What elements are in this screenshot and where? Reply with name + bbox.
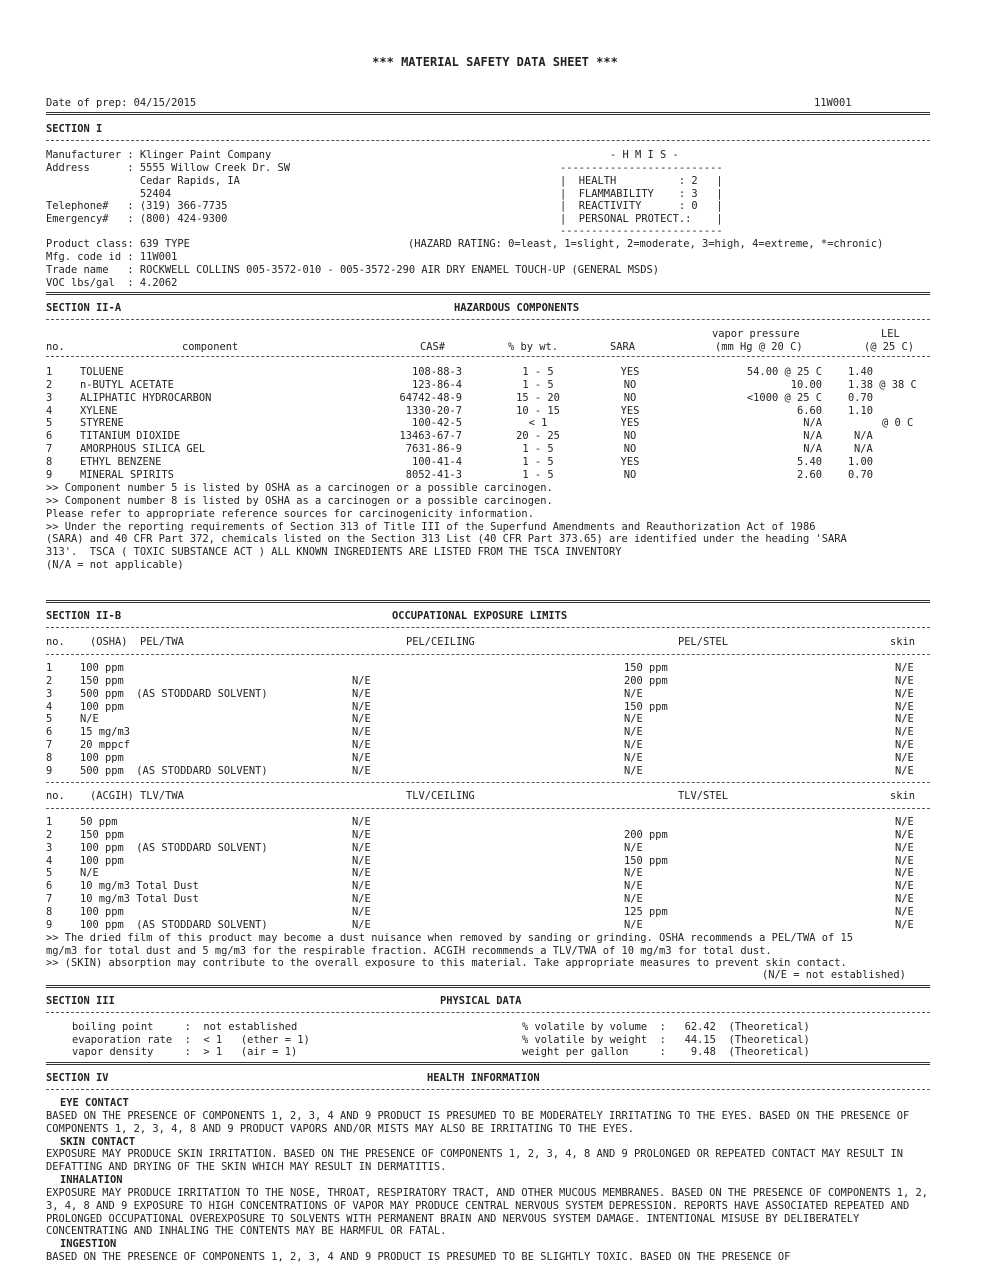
component-sara: NO (623, 443, 637, 456)
component-no: 9 (46, 468, 53, 481)
component-note: >> Component number 8 is listed by OSHA as a carcinogen or a possible carcinogen. (46, 494, 553, 507)
exposure-note: mg/m3 for total dust and 5 mg/m3 for the respirable fraction. ACGIH recommends a TLV/TWA of 10 mg/m3 for total dust. (46, 944, 772, 957)
component-vapor-pressure: 10.00 (790, 378, 822, 391)
limit-ceiling: N/E (352, 739, 371, 752)
component-sara: YES (620, 404, 640, 417)
component-vapor-pressure: 2.60 (796, 468, 822, 481)
limit-twa: 15 mg/m3 (80, 726, 131, 739)
osha-header-stel: PEL/STEL (678, 636, 729, 648)
limit-twa: 50 ppm (80, 816, 118, 828)
acgih-header-stel: TLV/STEL (678, 790, 729, 802)
component-cas: 108-88-3 (411, 366, 462, 378)
col-header-vapor-pressure: vapor pressure (712, 328, 800, 340)
limit-ceiling: N/E (352, 700, 371, 713)
limit-twa: 100 ppm (80, 854, 124, 867)
address-line-2: Cedar Rapids, IA (46, 175, 240, 187)
component-lel: 0.70 (848, 391, 874, 404)
component-pct: 20 - 25 (516, 430, 560, 443)
component-no: 5 (46, 417, 53, 430)
component-no: 4 (46, 404, 53, 417)
limit-twa: 100 ppm (80, 700, 124, 713)
physical-volatile-volume: % volatile by volume : 62.42 (Theoretical) (522, 1021, 810, 1033)
component-lel: 1.40 (848, 366, 874, 378)
limit-skin: N/E (895, 841, 914, 854)
limit-skin: N/E (895, 918, 914, 931)
component-pct: < 1 (528, 417, 548, 430)
rule-double (46, 600, 930, 603)
limit-no: 2 (46, 828, 53, 841)
limit-skin: N/E (895, 893, 914, 906)
rule-single (46, 782, 930, 783)
limit-stel: N/E (624, 726, 643, 739)
limit-ceiling: N/E (352, 893, 371, 906)
limit-stel: 150 ppm (624, 662, 668, 674)
component-note: (SARA) and 40 CFR Part 372, chemicals listed on the Section 313 List (40 CFR Part 373.65) are identified under the heading 'SARA (46, 533, 847, 546)
component-no: 6 (46, 430, 53, 443)
component-name: ALIPHATIC HYDROCARBON (80, 391, 212, 404)
rule-single (46, 1089, 930, 1090)
limit-twa: 100 ppm (AS STODDARD SOLVENT) (80, 841, 268, 854)
limit-ceiling: N/E (352, 816, 371, 828)
limit-no: 8 (46, 751, 53, 764)
limit-twa: 150 ppm (80, 674, 124, 687)
exposure-note: >> The dried film of this product may become a dust nuisance when removed by sanding or grinding. OSHA recommends a PEL/TWA of 15 (46, 932, 853, 944)
component-pct: 1 - 5 (522, 468, 554, 481)
section-4-heading: SECTION IV (46, 1072, 109, 1084)
limit-no: 2 (46, 674, 53, 687)
limit-skin: N/E (895, 764, 914, 777)
limit-twa: 100 ppm (80, 751, 124, 764)
limit-twa: 10 mg/m3 Total Dust (80, 880, 199, 893)
col-header-component: component (182, 341, 239, 353)
component-sara: YES (620, 455, 640, 468)
section-4-subheading: HEALTH INFORMATION (427, 1072, 540, 1084)
limit-skin: N/E (895, 828, 914, 841)
address-line-3: 52404 (46, 188, 172, 200)
hazard-rating-legend: (HAZARD RATING: 0=least, 1=slight, 2=moderate, 3=high, 4=extreme, *=chronic) (408, 238, 884, 250)
rule-single (46, 627, 930, 628)
component-name: MINERAL SPIRITS (80, 468, 174, 481)
ne-note: (N/E = not established) (762, 969, 906, 981)
limit-twa: 20 mppcf (80, 739, 131, 752)
hmis-rule: -------------------------- (560, 225, 723, 237)
rule-double (46, 112, 930, 115)
limit-skin: N/E (895, 816, 914, 828)
limit-ceiling: N/E (352, 905, 371, 918)
col-header-cas: CAS# (420, 341, 446, 353)
component-vapor-pressure: 6.60 (796, 404, 822, 417)
physical-weight-per-gallon: weight per gallon : 9.48 (Theoretical) (522, 1046, 810, 1058)
component-vapor-pressure: N/A (803, 430, 822, 443)
rule-single (46, 1012, 930, 1013)
limit-skin: N/E (895, 854, 914, 867)
address-line-1: Address : 5555 Willow Creek Dr. SW (46, 162, 290, 174)
component-note: Please refer to appropriate reference sources for carcinogenicity information. (46, 507, 534, 520)
component-vapor-pressure: <1000 @ 25 C (746, 391, 822, 404)
limit-twa: 100 ppm (80, 905, 124, 918)
physical-vapor-density: vapor density : > 1 (air = 1) (72, 1046, 298, 1058)
trade-name: Trade name : ROCKWELL COLLINS 005-3572-010 - 005-3572-290 AIR DRY ENAMEL TOUCH-UP (GENERAL MSDS) (46, 264, 660, 276)
limit-stel: 150 ppm (624, 700, 668, 713)
component-name: TITANIUM DIOXIDE (80, 430, 181, 443)
skin-contact-text: EXPOSURE MAY PRODUCE SKIN IRRITATION. BASED ON THE PRESENCE OF COMPONENTS 1, 2, 3, 4, 8 AND 9 PROLONGED OR REPEATED CONTACT MAY RESULT IN DEFATTING AND DRYING OF THE SKIN WHICH MAY RESULT IN DERMATITIS. (46, 1148, 904, 1173)
limit-ceiling: N/E (352, 918, 371, 931)
component-lel: 1.00 (848, 455, 874, 468)
section-3-heading: SECTION III (46, 995, 115, 1007)
rule-double (46, 985, 930, 988)
voc: VOC lbs/gal : 4.2062 (46, 277, 178, 289)
component-cas: 100-42-5 (411, 417, 462, 430)
rule-single (46, 654, 930, 655)
limit-stel: 200 ppm (624, 828, 668, 841)
limit-twa: N/E (80, 713, 99, 726)
limit-skin: N/E (895, 867, 914, 880)
osha-header-no: no. (46, 636, 65, 648)
section-1-heading: SECTION I (46, 123, 103, 135)
hmis-personal-protect: | PERSONAL PROTECT.: | (560, 213, 723, 225)
component-cas: 1330-20-7 (405, 404, 462, 417)
limit-skin: N/E (895, 674, 914, 687)
rule-double (46, 292, 930, 295)
physical-evaporation-rate: evaporation rate : < 1 (ether = 1) (72, 1034, 310, 1046)
acgih-header-ceiling: TLV/CEILING (406, 790, 475, 802)
component-pct: 1 - 5 (522, 366, 554, 378)
limit-twa: 100 ppm (AS STODDARD SOLVENT) (80, 918, 268, 931)
section-3-subheading: PHYSICAL DATA (440, 995, 522, 1007)
hmis-reactivity: | REACTIVITY : 0 | (560, 200, 723, 212)
component-lel: 1.38 @ 38 C (848, 378, 917, 391)
limit-twa: 500 ppm (AS STODDARD SOLVENT) (80, 687, 268, 700)
component-note: >> Under the reporting requirements of Section 313 of Title III of the Superfund Amendments and Reauthorization Act of 1986 (46, 520, 816, 533)
limit-skin: N/E (895, 880, 914, 893)
limit-no: 1 (46, 662, 53, 674)
component-vapor-pressure: 54.00 @ 25 C (746, 366, 822, 378)
limit-no: 1 (46, 816, 53, 828)
physical-boiling-point: boiling point : not established (72, 1021, 298, 1033)
emergency-phone: Emergency# : (800) 424-9300 (46, 213, 228, 225)
limit-no: 4 (46, 700, 53, 713)
inhalation-text: EXPOSURE MAY PRODUCE IRRITATION TO THE NOSE, THROAT, RESPIRATORY TRACT, AND OTHER MUCOUS MEMBRANES. BASED ON THE PRESENCE OF COMPONENTS 1, 2, 3, 4, 8 AND 9 EXPOSURE TO HIGH CONCENTRATIONS OF VAPOR MAY PRODUCE CENTRAL NERVOUS SYSTEM DEPRESSION. REPORTS HAVE ASSOCIATED REPEATED AND PROLONGED OCCUPATIONAL OVEREXPOSURE TO SOLVENTS WITH PERMANENT BRAIN AND NERVOUS SYSTEM DAMAGE. INTENTIONAL MISUSE BY DELIBERATELY CONCENTRATING AND INHALING THE CONTENTS MAY BE HARMFUL OR FATAL. (46, 1187, 929, 1238)
hmis-rule: -------------------------- (560, 162, 723, 174)
limit-stel: 150 ppm (624, 854, 668, 867)
limit-stel: N/E (624, 893, 643, 906)
section-2a-heading: SECTION II-A (46, 302, 122, 314)
rule-single (46, 319, 930, 320)
limit-no: 6 (46, 880, 53, 893)
component-no: 7 (46, 443, 53, 456)
exposure-note: >> (SKIN) absorption may contribute to the overall exposure to this material. Take appropriate measures to prevent skin contact. (46, 957, 847, 969)
limit-stel: N/E (624, 867, 643, 880)
limit-twa: 100 ppm (80, 662, 124, 674)
physical-volatile-weight: % volatile by weight : 44.15 (Theoretical) (522, 1034, 810, 1046)
section-2a-subheading: HAZARDOUS COMPONENTS (454, 302, 580, 314)
component-vapor-pressure: N/A (803, 443, 822, 456)
section-2b-heading: SECTION II-B (46, 610, 122, 622)
limit-no: 7 (46, 739, 53, 752)
limit-skin: N/E (895, 905, 914, 918)
limit-no: 4 (46, 854, 53, 867)
limit-no: 3 (46, 687, 53, 700)
component-sara: NO (623, 468, 637, 481)
component-sara: YES (620, 417, 640, 430)
component-sara: NO (623, 391, 637, 404)
section-2b-subheading: OCCUPATIONAL EXPOSURE LIMITS (392, 610, 568, 622)
component-cas: 100-41-4 (411, 455, 462, 468)
limit-stel: N/E (624, 687, 643, 700)
component-note: 313'. TSCA ( TOXIC SUBSTANCE ACT ) ALL KNOWN INGREDIENTS ARE LISTED FROM THE TSCA INVENTORY (46, 546, 622, 559)
limit-stel: N/E (624, 918, 643, 931)
limit-no: 9 (46, 918, 53, 931)
hmis-flammability: | FLAMMABILITY : 3 | (560, 188, 723, 200)
col-header-lel-units: (@ 25 C) (864, 341, 915, 353)
component-note: >> Component number 5 is listed by OSHA as a carcinogen or a possible carcinogen. (46, 482, 553, 494)
component-lel: 0.70 (848, 468, 874, 481)
component-lel: 1.10 (848, 404, 874, 417)
limit-no: 8 (46, 905, 53, 918)
limit-skin: N/E (895, 700, 914, 713)
limit-skin: N/E (895, 751, 914, 764)
limit-twa: 150 ppm (80, 828, 124, 841)
component-no: 2 (46, 378, 53, 391)
skin-contact-title: SKIN CONTACT (60, 1136, 136, 1148)
limit-ceiling: N/E (352, 828, 371, 841)
col-header-lel: LEL (881, 328, 900, 340)
limit-ceiling: N/E (352, 674, 371, 687)
component-lel: @ 0 C (882, 417, 914, 430)
component-vapor-pressure: N/A (803, 417, 822, 430)
hmis-title: - H M I S - (610, 149, 679, 161)
component-pct: 1 - 5 (522, 443, 554, 456)
acgih-header-no: no. (46, 790, 65, 802)
limit-twa: N/E (80, 867, 99, 880)
limit-no: 5 (46, 713, 53, 726)
component-name: n-BUTYL ACETATE (80, 378, 174, 391)
component-cas: 123-86-4 (411, 378, 462, 391)
component-cas: 64742-48-9 (399, 391, 462, 404)
component-no: 8 (46, 455, 53, 468)
limit-twa: 10 mg/m3 Total Dust (80, 893, 199, 906)
limit-no: 7 (46, 893, 53, 906)
manufacturer: Manufacturer : Klinger Paint Company (46, 149, 272, 161)
limit-stel: N/E (624, 841, 643, 854)
limit-twa: 500 ppm (AS STODDARD SOLVENT) (80, 764, 268, 777)
document-title: *** MATERIAL SAFETY DATA SHEET *** (372, 55, 618, 69)
component-lel: N/A (854, 443, 873, 456)
limit-ceiling: N/E (352, 880, 371, 893)
limit-no: 6 (46, 726, 53, 739)
limit-ceiling: N/E (352, 841, 371, 854)
limit-stel: N/E (624, 764, 643, 777)
ingestion-title: INGESTION (60, 1238, 117, 1250)
component-cas: 8052-41-3 (405, 468, 462, 481)
component-no: 3 (46, 391, 53, 404)
acgih-header-skin: skin (890, 790, 916, 802)
limit-ceiling: N/E (352, 726, 371, 739)
component-pct: 1 - 5 (522, 378, 554, 391)
component-sara: NO (623, 430, 637, 443)
document-code: 11W001 (814, 97, 852, 109)
component-cas: 13463-67-7 (399, 430, 462, 443)
osha-header-twa: (OSHA) PEL/TWA (90, 636, 184, 648)
component-sara: NO (623, 378, 637, 391)
rule-double (46, 1062, 930, 1065)
col-header-vapor-units: (mm Hg @ 20 C) (715, 341, 803, 353)
mfg-code: Mfg. code id : 11W001 (46, 251, 178, 263)
component-name: XYLENE (80, 404, 118, 417)
osha-header-ceiling: PEL/CEILING (406, 636, 475, 648)
col-header-sara: SARA (610, 341, 636, 353)
rule-single (46, 140, 930, 141)
component-pct: 10 - 15 (516, 404, 560, 417)
limit-skin: N/E (895, 713, 914, 726)
limit-ceiling: N/E (352, 867, 371, 880)
osha-header-skin: skin (890, 636, 916, 648)
rule-single (46, 356, 930, 357)
ingestion-text: BASED ON THE PRESENCE OF COMPONENTS 1, 2, 3, 4 AND 9 PRODUCT IS PRESUMED TO BE SLIGHTLY TOXIC. BASED ON THE PRESENCE OF (46, 1251, 791, 1263)
component-lel: N/A (854, 430, 873, 443)
limit-ceiling: N/E (352, 751, 371, 764)
component-name: AMORPHOUS SILICA GEL (80, 443, 206, 456)
limit-ceiling: N/E (352, 764, 371, 777)
limit-stel: N/E (624, 713, 643, 726)
rule-single (46, 808, 930, 809)
component-sara: YES (620, 366, 640, 378)
date-of-prep: Date of prep: 04/15/2015 (46, 97, 197, 109)
limit-no: 9 (46, 764, 53, 777)
component-name: STYRENE (80, 417, 124, 430)
col-header-no: no. (46, 341, 65, 353)
limit-ceiling: N/E (352, 687, 371, 700)
limit-ceiling: N/E (352, 713, 371, 726)
limit-stel: N/E (624, 751, 643, 764)
eye-contact-text: BASED ON THE PRESENCE OF COMPONENTS 1, 2, 3, 4 AND 9 PRODUCT IS PRESUMED TO BE MODERATELY IRRITATING TO THE EYES. BASED ON THE PRESENCE OF COMPONENTS 1, 2, 3, 4, 8 AND 9 PRODUCT VAPORS AND/OR MISTS MAY ALSO BE IRRITATING TO THE EYES. (46, 1110, 910, 1135)
limit-skin: N/E (895, 739, 914, 752)
limit-no: 5 (46, 867, 53, 880)
limit-skin: N/E (895, 662, 914, 674)
limit-skin: N/E (895, 726, 914, 739)
component-note: (N/A = not applicable) (46, 559, 184, 572)
component-cas: 7631-86-9 (405, 443, 462, 456)
product-class: Product class: 639 TYPE (46, 238, 190, 250)
acgih-header-twa: (ACGIH) TLV/TWA (90, 790, 184, 802)
component-name: ETHYL BENZENE (80, 455, 162, 468)
limit-skin: N/E (895, 687, 914, 700)
inhalation-title: INHALATION (60, 1174, 123, 1186)
col-header-pct: % by wt. (508, 341, 559, 353)
hmis-health: | HEALTH : 2 | (560, 175, 723, 187)
eye-contact-title: EYE CONTACT (60, 1097, 129, 1109)
limit-stel: 125 ppm (624, 905, 668, 918)
limit-stel: N/E (624, 880, 643, 893)
limit-stel: 200 ppm (624, 674, 668, 687)
component-pct: 1 - 5 (522, 455, 554, 468)
component-name: TOLUENE (80, 366, 124, 378)
limit-stel: N/E (624, 739, 643, 752)
component-pct: 15 - 20 (516, 391, 560, 404)
limit-ceiling: N/E (352, 854, 371, 867)
component-no: 1 (46, 366, 53, 378)
telephone: Telephone# : (319) 366-7735 (46, 200, 228, 212)
limit-no: 3 (46, 841, 53, 854)
component-vapor-pressure: 5.40 (796, 455, 822, 468)
